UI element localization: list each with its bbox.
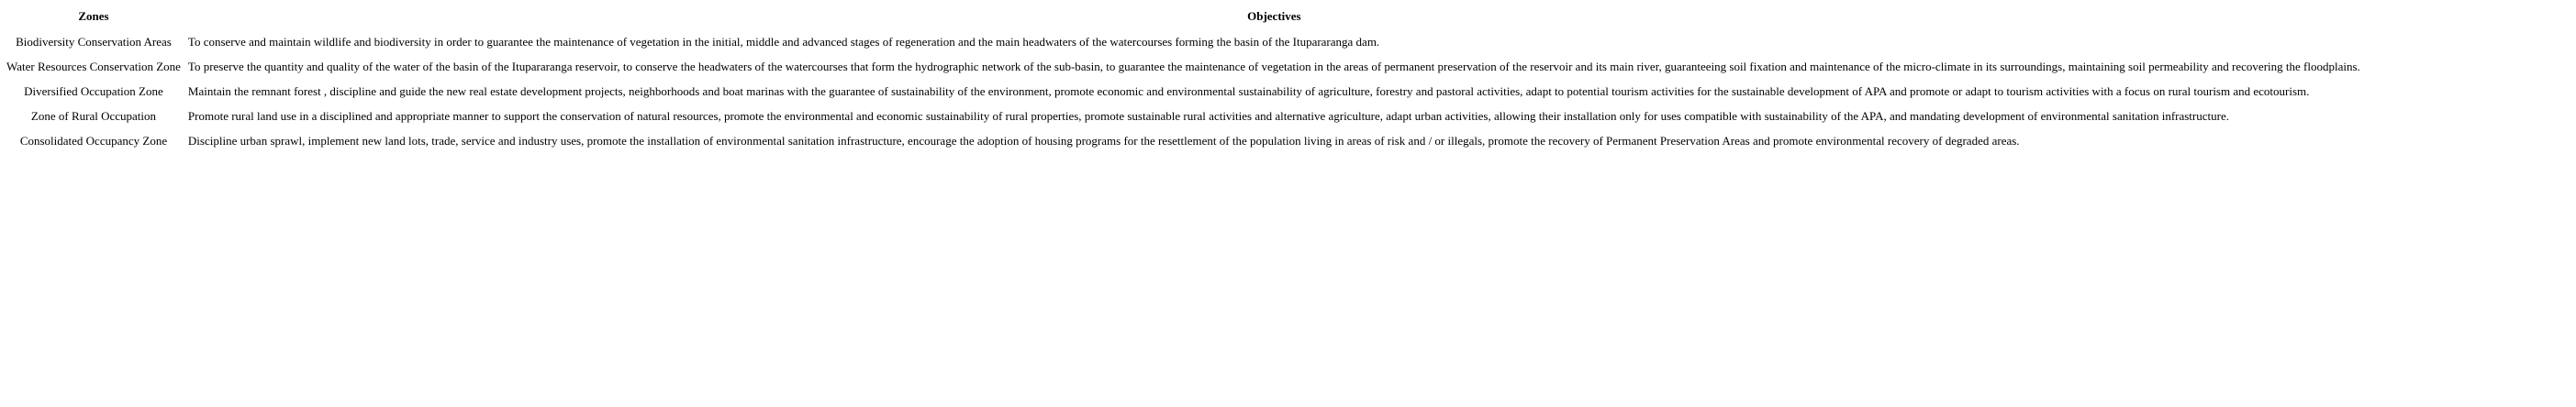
objective-cell: Maintain the remnant forest , discipline and guide the new real estate development projects, neighborhoods and boat marinas with the guarantee of sustainability of the environment, promote economic and environmental sustainability of agriculture, forestry and pastoral activities, adapt to potential tourism activities for the sustainable development of APA and promote or adapt to tourism activities with a focus on rural tourism and ecotourism. xyxy=(187,84,2310,98)
table-row xyxy=(3,80,2364,104)
table-row xyxy=(3,104,2364,129)
zone-cell: Diversified Occupation Zone xyxy=(24,84,163,98)
zones-objectives-table xyxy=(3,7,2364,154)
objective-cell: Discipline urban sprawl, implement new land lots, trade, service and industry uses, promote the installation of environmental sanitation infrastructure, encourage the adoption of housing programs for the resettlement of the population living in areas of risk and / or illegals, promote the recovery of Permanent Preservation Areas and promote environmental recovery of degraded areas. xyxy=(187,134,2020,148)
zone-cell: Biodiversity Conservation Areas xyxy=(16,35,172,49)
table-body xyxy=(3,30,2364,154)
zones-column-header: Zones xyxy=(78,9,109,23)
zone-cell: Consolidated Occupancy Zone xyxy=(19,134,168,148)
zone-cell: Water Resources Conservation Zone xyxy=(6,60,181,73)
zone-cell: Zone of Rural Occupation xyxy=(30,109,156,123)
table-row xyxy=(3,55,2364,80)
objective-cell: To conserve and maintain wildlife and biodiversity in order to guarantee the maintenance of vegetation in the initial, middle and advanced stages of regeneration and the main headwaters of the watercourses forming the basin of the Itupararanga dam. xyxy=(187,35,1380,49)
table-row xyxy=(3,129,2364,154)
objectives-column-header: Objectives xyxy=(1247,9,1301,23)
objective-cell: To preserve the quantity and quality of the water of the basin of the Itupararanga reservoir, to conserve the headwaters of the watercourses that form the hydrographic network of the sub-basin, to guarantee the maintenance of vegetation in the areas of permanent preservation of the reservoir and its main river, guaranteeing soil fixation and maintenance of the micro-climate in its surroundings, maintaining soil permeability and recovering the floodplains. xyxy=(187,60,2360,73)
objective-cell: Promote rural land use in a disciplined and appropriate manner to support the conservation of natural resources, promote the environmental and economic sustainability of rural properties, promote sustainable rural activities and alternative agriculture, adapt urban activities, allowing their installation only for uses compatible with sustainability of the APA, and mandating development of environmental sanitation infrastructure. xyxy=(187,109,2229,123)
header-row xyxy=(3,7,2364,30)
table-header xyxy=(3,7,2364,30)
table-row xyxy=(3,30,2364,55)
